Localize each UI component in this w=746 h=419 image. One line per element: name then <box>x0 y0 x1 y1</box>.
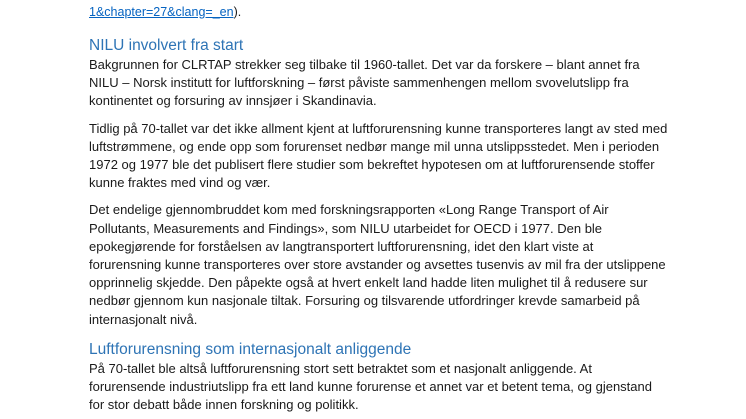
paragraph-background: Bakgrunnen for CLRTAP strekker seg tilbake til 1960-tallet. Det var da forskere – blant annet fra NILU – Norsk institutt for luftforskning – først påviste sammenhengen mellom svovelutslipp fra kontinentet og forsuring av innsjøer i Skandinavia. <box>89 57 640 109</box>
reference-link-line-2 <box>89 2 669 22</box>
paragraph-breakthrough: Det endelige gjennombruddet kom med forskningsrapporten «Long Range Transport of Air Pollutants, Measurements and Findings», som NILU utarbeidet for OECD i 1977. Den ble epokegjørende for forståelsen av langtransportert luftforurensning, idet den klart viste at forurensning kunne transporteres over store avstander og avsettes tusenvis av mil fra der utslippene opprinnelig skjedde. Den påpekte også at hvert enkelt land hadde liten mulighet til å redusere sur nedbør gjennom kun nasjonale tiltak. Forsuring og tilsvarende utfordringer krevde samarbeid på internasjonalt nivå. <box>89 202 666 327</box>
reference-link-tail: ). <box>233 5 242 19</box>
reference-link-url-part-2[interactable]: 1&chapter=27&clang=_en <box>89 5 234 19</box>
paragraph-national-matter: På 70-tallet ble altså luftforurensning stort sett betraktet som et nasjonalt anliggende. At forurensende industriutslipp fra ett land kunne forurense et annet var et betent tema, og gjenstand for stor debatt både innen forskning og politikk. <box>89 360 652 413</box>
document-page <box>89 0 669 414</box>
paragraph-early-70s: Tidlig på 70-tallet var det ikke allment kjent at luftforurensning kunne transporteres langt av sted med luftstrømmene, og ende opp som forurenset nedbør mange mil unna utslippsstedet. Men i perioden 1972 og 1977 ble det publisert flere studier som bekreftet hypotesen om at luftforurensende stoffer kunne fraktes med vind og vær. <box>89 120 668 191</box>
section-heading-international: Luftforurensning som internasjonalt anliggende <box>89 340 412 358</box>
section-heading-nilu: NILU involvert fra start <box>89 37 244 54</box>
